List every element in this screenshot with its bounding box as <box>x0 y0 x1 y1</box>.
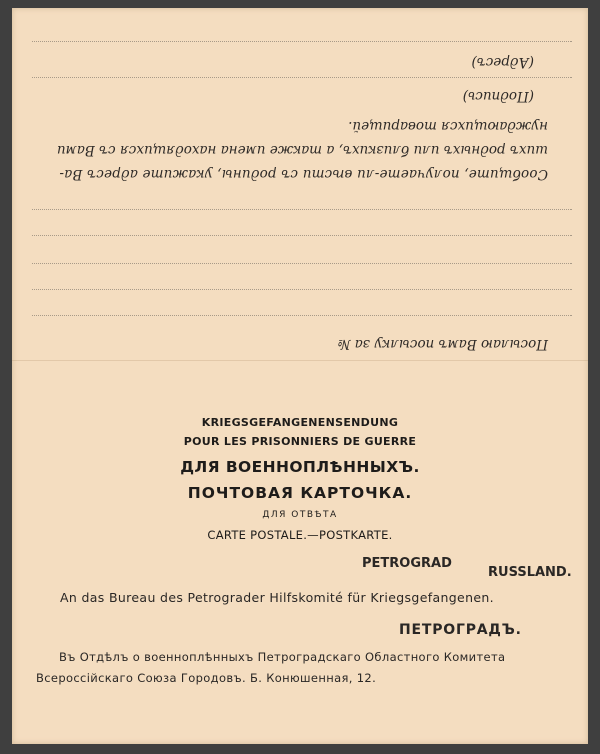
french-title: POUR LES PRISONNIERS DE GUERRE <box>183 435 417 448</box>
card-type-title: ПОЧТОВАЯ КАРТОЧКА. <box>187 484 413 502</box>
city-latin: PETROGRAD <box>362 556 452 571</box>
russian-recipient-line-2: Всероссійскаго Союза Городовъ. Б. Конюшенная, 12. <box>36 671 377 685</box>
entry-line <box>32 235 572 236</box>
request-text-line-2: шихъ родныхъ или близкихъ, а также имена находящихся съ Вами <box>56 142 548 158</box>
entry-line <box>32 289 572 290</box>
signature-line <box>32 77 572 78</box>
entry-line <box>32 263 572 264</box>
postcard <box>12 8 588 744</box>
address-line <box>32 41 572 42</box>
request-text-line-3: нуждающихся товарищей. <box>348 118 548 134</box>
city-russian: ПЕТРОГРАДЪ. <box>399 622 522 638</box>
russian-title: ДЛЯ ВОЕННОПЛѢННЫХЪ. <box>180 458 420 476</box>
country: RUSSLAND. <box>488 565 572 580</box>
parcel-label: Посылаю Вамъ посылку за № <box>337 336 548 352</box>
signature-label: (Подпись) <box>462 88 534 104</box>
reply-form-section <box>12 8 588 360</box>
german-recipient: An das Bureau des Petrograder Hilfskomité für Kriegsgefangenen. <box>60 590 495 605</box>
entry-line <box>32 315 572 316</box>
request-text-line-1: Сообщите, получаете-ли вѣсти съ родины, укажите адресъ Ва- <box>59 166 548 182</box>
card-type-fr-de: CARTE POSTALE.—POSTKARTE. <box>207 528 393 542</box>
entry-line <box>32 209 572 210</box>
reply-note: ДЛЯ ОТВѢТА <box>262 510 338 520</box>
german-title: KRIEGSGEFANGENENSENDUNG <box>201 416 399 429</box>
russian-recipient-line-1: Въ Отдѣлъ о военноплѣнныхъ Петроградскаго Областного Комитета <box>59 650 506 664</box>
address-label: (Адресъ) <box>471 54 534 70</box>
fold-line <box>12 360 588 361</box>
